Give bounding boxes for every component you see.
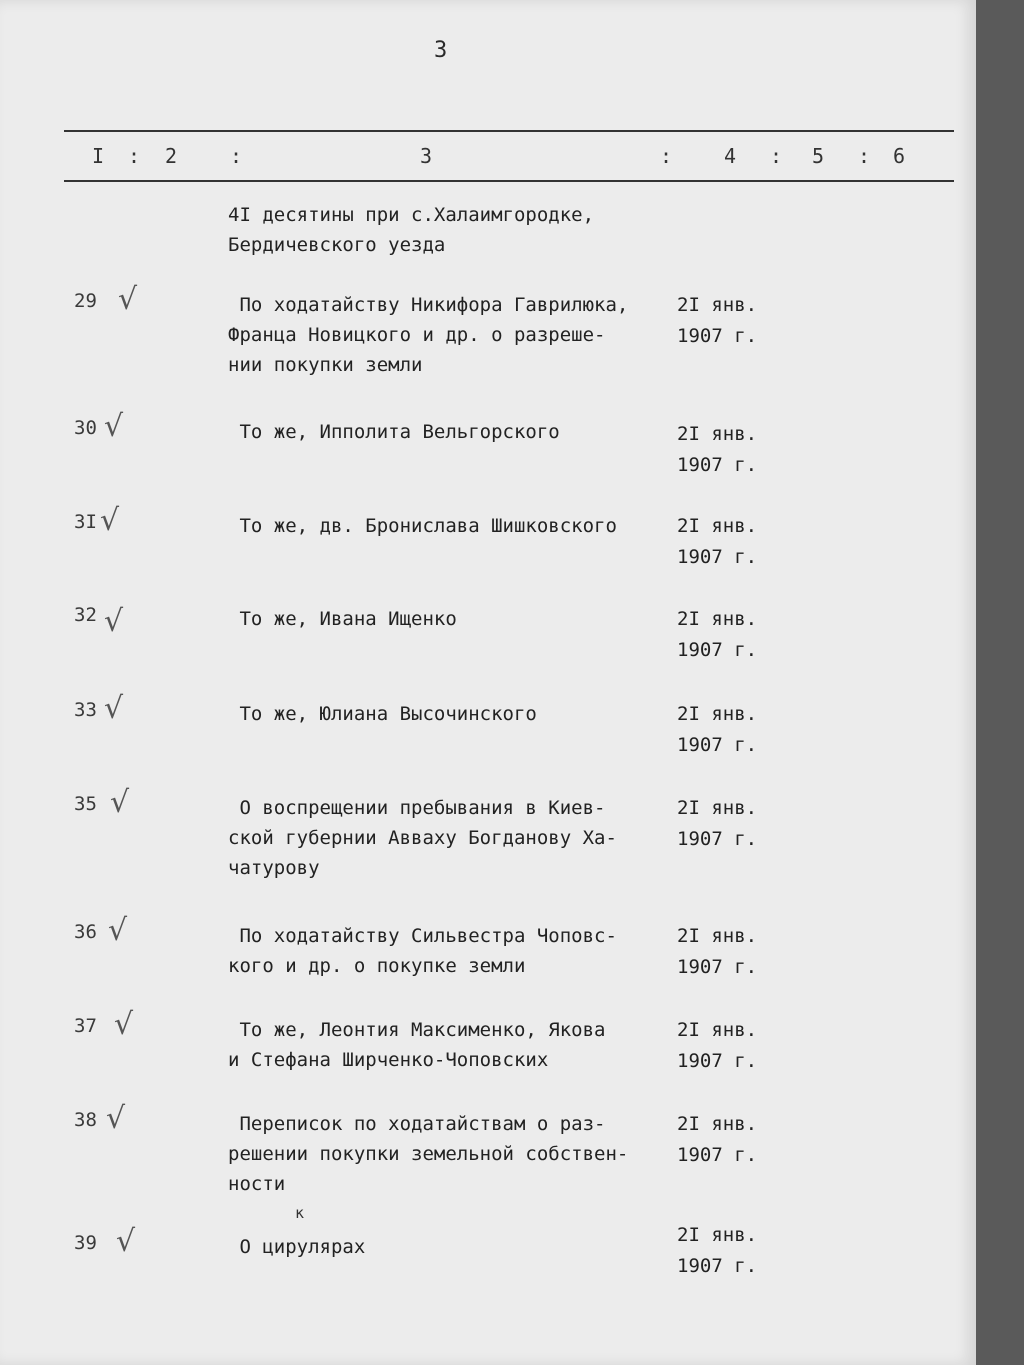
description-line: Переписок по ходатайствам о раз- [228, 1113, 606, 1135]
header-col-2: 2 [165, 144, 178, 168]
description-line: О цирулярах [228, 1236, 366, 1258]
entry-number: 3I [74, 511, 97, 533]
header-separator: : [230, 144, 243, 168]
date-line: 2I янв. [677, 703, 758, 725]
page-number: 3 [434, 38, 448, 63]
column-header-row [0, 144, 976, 174]
description-line: нии покупки земли [228, 354, 423, 376]
header-col-1: I [92, 144, 105, 168]
entry-number: 39 [74, 1232, 97, 1254]
check-mark: √ [100, 503, 120, 538]
check-mark: √ [104, 409, 124, 444]
entry-date [677, 1015, 787, 1077]
description-line: ности [228, 1173, 286, 1195]
entry-date [677, 921, 787, 983]
date-line: 2I янв. [677, 1019, 758, 1041]
entry-description [228, 1015, 668, 1075]
entry-description [228, 604, 668, 634]
date-line: 1907 г. [677, 1255, 758, 1277]
entry-number: 36 [74, 921, 97, 943]
date-line: 2I янв. [677, 294, 758, 316]
date-line: 1907 г. [677, 1144, 758, 1166]
date-line: 2I янв. [677, 797, 758, 819]
date-line: 2I янв. [677, 1113, 758, 1135]
entry-description [228, 1232, 668, 1262]
date-line: 2I янв. [677, 925, 758, 947]
header-separator: : [660, 144, 673, 168]
date-line: 1907 г. [677, 454, 758, 476]
entry-description [228, 921, 668, 981]
entry-date [677, 290, 787, 352]
date-line: 2I янв. [677, 515, 758, 537]
date-line: 2I янв. [677, 423, 758, 445]
description-line: То же, дв. Бронислава Шишковского [228, 515, 617, 537]
date-line: 2I янв. [677, 1224, 758, 1246]
date-line: 1907 г. [677, 956, 758, 978]
description-line: То же, Ипполита Вельгорского [228, 421, 560, 443]
description-line: ской губернии Авваху Богданову Ха- [228, 827, 617, 849]
check-mark: √ [108, 913, 128, 948]
entry-description [228, 200, 668, 260]
date-line: 1907 г. [677, 546, 758, 568]
entry-description [228, 290, 668, 380]
date-line: 1907 г. [677, 639, 758, 661]
entry-date [677, 511, 787, 573]
check-mark: √ [110, 785, 130, 820]
date-line: 1907 г. [677, 828, 758, 850]
description-line: То же, Леонтия Максименко, Якова [228, 1019, 606, 1041]
entry-number: 37 [74, 1015, 97, 1037]
header-top-rule [64, 130, 954, 132]
header-col-6: 6 [893, 144, 906, 168]
entry-number: 35 [74, 793, 97, 815]
header-col-4: 4 [724, 144, 737, 168]
handwritten-correction-k: к [295, 1204, 305, 1222]
description-line: решении покупки земельной собствен- [228, 1143, 629, 1165]
entry-date [677, 604, 787, 666]
description-line: По ходатайству Никифора Гаврилюка, [228, 294, 629, 316]
description-line: О воспрещении пребывания в Киев- [228, 797, 606, 819]
header-separator: : [858, 144, 871, 168]
description-line: По ходатайству Сильвестра Чоповс- [228, 925, 617, 947]
description-line: То же, Ивана Ищенко [228, 608, 457, 630]
entry-number: 33 [74, 699, 97, 721]
entry-number: 29 [74, 290, 97, 312]
entry-description [228, 699, 668, 729]
entry-date [677, 699, 787, 761]
entry-date [677, 1109, 787, 1171]
entry-description [228, 417, 668, 447]
description-line: Бердичевского уезда [228, 234, 446, 256]
date-line: 1907 г. [677, 734, 758, 756]
entry-number: 30 [74, 417, 97, 439]
header-bottom-rule [64, 180, 954, 182]
header-separator: : [128, 144, 141, 168]
date-line: 2I янв. [677, 608, 758, 630]
date-line: 1907 г. [677, 1050, 758, 1072]
check-mark: √ [118, 282, 138, 317]
entry-date [677, 1220, 787, 1282]
entry-number: 32 [74, 604, 97, 626]
check-mark: √ [116, 1224, 136, 1259]
description-line: Франца Новицкого и др. о разреше- [228, 324, 606, 346]
entry-date [677, 419, 787, 481]
description-line: 4I десятины при с.Халаимгородке, [228, 204, 595, 226]
description-line: и Стефана Ширченко-Чоповских [228, 1049, 549, 1071]
description-line: То же, Юлиана Высочинского [228, 703, 537, 725]
entry-description [228, 511, 668, 541]
check-mark: √ [106, 1101, 126, 1136]
header-col-3: 3 [420, 144, 433, 168]
header-col-5: 5 [812, 144, 825, 168]
date-line: 1907 г. [677, 325, 758, 347]
check-mark: √ [104, 691, 124, 726]
entry-date [677, 793, 787, 855]
entry-description [228, 793, 668, 883]
entry-number: 38 [74, 1109, 97, 1131]
description-line: чатурову [228, 857, 320, 879]
description-line: кого и др. о покупке земли [228, 955, 526, 977]
check-mark: √ [104, 604, 124, 639]
entry-description [228, 1109, 668, 1199]
header-separator: : [770, 144, 783, 168]
check-mark: √ [114, 1007, 134, 1042]
